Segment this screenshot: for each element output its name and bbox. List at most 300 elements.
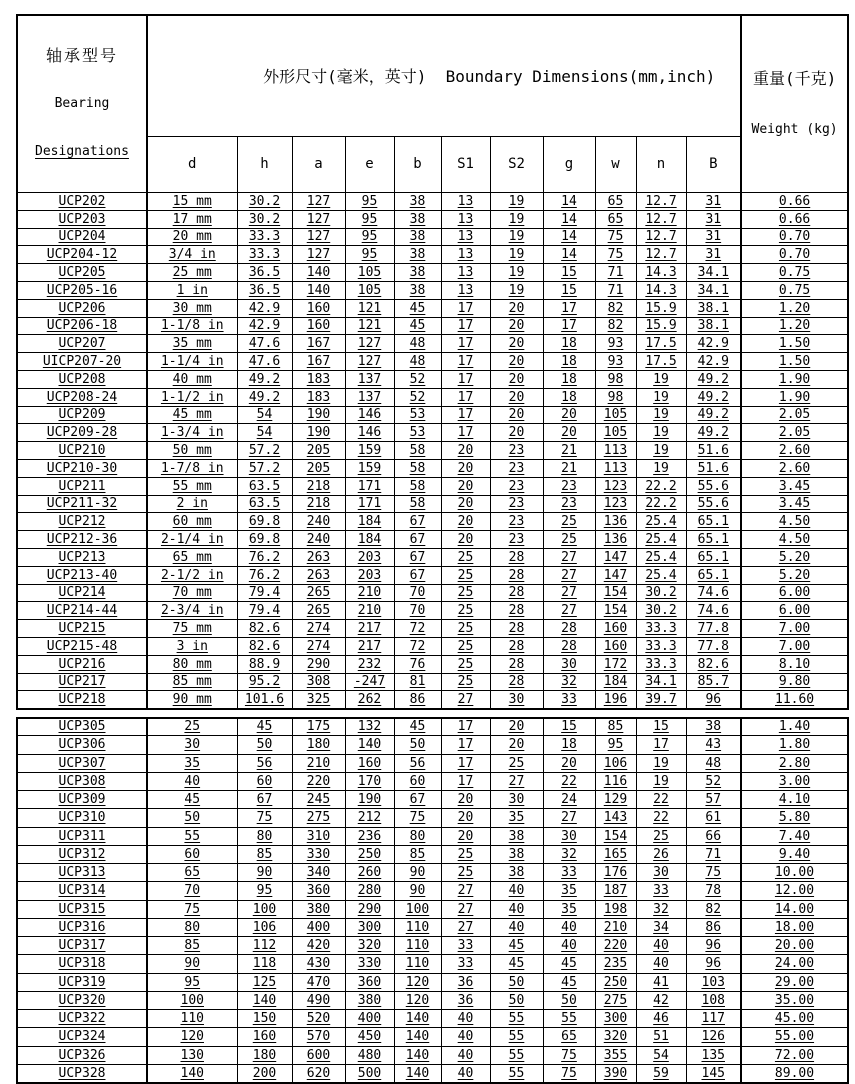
cell-value: UCP202 xyxy=(58,193,106,209)
cell-value: 17 xyxy=(457,336,474,352)
cell-value: 7.00 xyxy=(778,621,811,637)
cell-value: 1.50 xyxy=(778,354,811,370)
dimension-cell xyxy=(686,691,741,709)
dimension-cell xyxy=(595,477,636,495)
dimension-cell xyxy=(543,548,595,566)
dimension-cell xyxy=(441,264,490,282)
dimension-cell xyxy=(490,299,543,317)
cell-value: 146 xyxy=(357,425,382,441)
cell-value: 30.2 xyxy=(248,211,281,227)
cell-value: 79.4 xyxy=(248,603,281,619)
dimension-cell xyxy=(441,827,490,845)
dimension-cell xyxy=(345,513,394,531)
cell-value: 32 xyxy=(561,846,577,862)
cell-value: 77.8 xyxy=(697,638,729,654)
cell-value: 17 xyxy=(457,407,474,423)
cell-value: 75 mm xyxy=(172,621,212,637)
cell-value: 220 xyxy=(306,773,331,789)
dimension-cell xyxy=(595,754,636,772)
table-row xyxy=(17,937,848,955)
dimension-cell xyxy=(237,955,292,973)
cell-value: 480 xyxy=(357,1047,382,1063)
table-row xyxy=(17,736,848,754)
cell-value: 3/4 in xyxy=(168,247,216,263)
weight-cell xyxy=(741,864,848,882)
cell-value: 79.4 xyxy=(248,585,281,601)
dimension-cell xyxy=(636,673,686,691)
dimension-cell xyxy=(686,1028,741,1046)
dimension-cell xyxy=(543,620,595,638)
cell-value: 132 xyxy=(357,719,382,735)
cell-value: 23 xyxy=(561,478,577,494)
cell-value: 80 mm xyxy=(172,656,212,672)
cell-value: UCP215 xyxy=(58,621,106,637)
dimension-cell xyxy=(394,584,441,602)
dimension-cell xyxy=(237,477,292,495)
table-row xyxy=(17,864,848,882)
dimension-cell xyxy=(686,754,741,772)
dimension-cell xyxy=(237,791,292,809)
cell-value: 30 xyxy=(508,792,525,808)
dimension-cell xyxy=(441,791,490,809)
cell-value: 45 xyxy=(561,974,577,990)
dimension-cell xyxy=(345,882,394,900)
dimension-cell xyxy=(394,477,441,495)
cell-value: 360 xyxy=(357,974,382,990)
dimension-cell xyxy=(345,1046,394,1064)
dimension-cell xyxy=(237,809,292,827)
cell-value: 203 xyxy=(357,567,382,583)
dimension-cell xyxy=(543,584,595,602)
dimension-cell xyxy=(147,637,237,655)
weight-cell xyxy=(741,584,848,602)
cell-value: 17 xyxy=(653,737,669,753)
cell-value: 18 xyxy=(561,389,577,405)
cell-value: 28 xyxy=(508,603,525,619)
dimension-cell xyxy=(543,495,595,513)
dimension-cell xyxy=(237,388,292,406)
dimension-cell xyxy=(543,1010,595,1028)
cell-value: 76.2 xyxy=(248,567,281,583)
weight-cell xyxy=(741,882,848,900)
cell-value: 25 xyxy=(508,755,525,771)
weight-cell xyxy=(741,442,848,460)
cell-value: 40 xyxy=(508,919,525,935)
dimension-cell xyxy=(147,1064,237,1082)
cell-value: 65.1 xyxy=(697,514,729,530)
dimension-cell xyxy=(595,264,636,282)
dimension-cell xyxy=(292,900,345,918)
bearing-designation-cell xyxy=(17,566,147,584)
dimension-cell xyxy=(394,281,441,299)
weight-cell xyxy=(741,754,848,772)
dimension-cell xyxy=(237,918,292,936)
cell-value: 75 xyxy=(561,1065,577,1081)
dimension-cell xyxy=(394,246,441,264)
cell-value: 40 mm xyxy=(172,371,212,387)
dimension-cell xyxy=(636,264,686,282)
dimension-cell xyxy=(292,791,345,809)
dimension-cell xyxy=(237,228,292,246)
cell-value: 120 xyxy=(180,1029,204,1045)
cell-value: 24 xyxy=(561,792,577,808)
dimension-cell xyxy=(441,210,490,228)
dimension-cell xyxy=(394,335,441,353)
cell-value: 180 xyxy=(252,1047,277,1063)
cell-value: 470 xyxy=(306,974,331,990)
dimension-cell xyxy=(147,513,237,531)
dimension-cell xyxy=(147,424,237,442)
cell-value: 85 xyxy=(184,938,201,954)
dimension-cell xyxy=(147,655,237,673)
cell-value: 38 xyxy=(508,846,525,862)
weight-cell xyxy=(741,827,848,845)
dimension-cell xyxy=(237,335,292,353)
cell-value: 72 xyxy=(409,621,426,637)
dimension-cell xyxy=(237,495,292,513)
dimension-cell xyxy=(394,264,441,282)
dimension-cell xyxy=(441,809,490,827)
column-header-S1: S1 xyxy=(441,136,490,192)
dimension-cell xyxy=(686,424,741,442)
cell-value: UCP212 xyxy=(58,514,106,530)
dimension-cell xyxy=(595,736,636,754)
cell-value: 33 xyxy=(457,956,474,972)
dimension-cell xyxy=(441,691,490,709)
dimension-cell xyxy=(490,495,543,513)
cell-value: UICP207-20 xyxy=(42,354,122,370)
dimension-cell xyxy=(543,531,595,549)
cell-value: 260 xyxy=(357,865,382,881)
cell-value: 30.2 xyxy=(248,193,281,209)
dimension-cell xyxy=(394,772,441,790)
dimension-cell xyxy=(686,882,741,900)
cell-value: UCP305 xyxy=(58,719,106,735)
cell-value: 35 xyxy=(184,755,201,771)
dimension-cell xyxy=(490,937,543,955)
cell-value: 0.66 xyxy=(778,211,811,227)
cell-value: 140 xyxy=(405,1029,430,1045)
cell-value: 93 xyxy=(607,354,624,370)
dimension-cell xyxy=(441,281,490,299)
dimension-cell xyxy=(543,655,595,673)
dimension-cell xyxy=(292,281,345,299)
cell-value: 30 xyxy=(184,737,201,753)
cell-value: 82 xyxy=(607,300,624,316)
cell-value: 205 xyxy=(306,443,331,459)
cell-value: 20 xyxy=(457,478,474,494)
cell-value: 59 xyxy=(653,1065,669,1081)
dimension-cell xyxy=(345,691,394,709)
bearing-designation-cell xyxy=(17,299,147,317)
dimension-cell xyxy=(147,406,237,424)
table-row xyxy=(17,637,848,655)
dimension-cell xyxy=(490,193,543,211)
dimension-cell xyxy=(292,1064,345,1082)
dimension-cell xyxy=(237,637,292,655)
table-row xyxy=(17,845,848,863)
dimension-cell xyxy=(237,602,292,620)
dimension-cell xyxy=(147,335,237,353)
dimension-cell xyxy=(441,1010,490,1028)
cell-value: 31 xyxy=(705,193,722,209)
cell-value: 25 xyxy=(561,532,577,548)
dimension-cell xyxy=(490,602,543,620)
bearing-designation-cell xyxy=(17,495,147,513)
dimension-cell xyxy=(636,602,686,620)
cell-value: 140 xyxy=(405,1011,430,1027)
weight-cell xyxy=(741,673,848,691)
dimension-cell xyxy=(237,210,292,228)
cell-value: 33.3 xyxy=(248,247,281,263)
dimension-cell xyxy=(441,406,490,424)
cell-value: 20 xyxy=(457,496,474,512)
cell-value: 49.2 xyxy=(248,389,281,405)
weight-cell xyxy=(741,809,848,827)
bearing-designation-cell xyxy=(17,791,147,809)
cell-value: 5.80 xyxy=(778,810,811,826)
dimension-cell xyxy=(292,691,345,709)
dimension-cell xyxy=(490,691,543,709)
table-row xyxy=(17,353,848,371)
dimension-cell xyxy=(595,991,636,1009)
dimension-cell xyxy=(345,246,394,264)
dimension-cell xyxy=(394,1064,441,1082)
weight-cell xyxy=(741,370,848,388)
dimension-cell xyxy=(490,882,543,900)
cell-value: 7.40 xyxy=(778,828,811,844)
cell-value: 154 xyxy=(603,585,628,601)
cell-value: 137 xyxy=(357,389,382,405)
cell-value: 86 xyxy=(705,919,722,935)
dimension-cell xyxy=(345,620,394,638)
cell-value: 14 xyxy=(561,211,577,227)
cell-value: 290 xyxy=(306,656,331,672)
cell-value: 0.66 xyxy=(778,193,811,209)
dimension-cell xyxy=(490,442,543,460)
dimension-cell xyxy=(595,718,636,736)
cell-value: 190 xyxy=(357,792,382,808)
cell-value: 0.70 xyxy=(778,229,811,245)
dimension-cell xyxy=(147,228,237,246)
dimension-cell xyxy=(636,335,686,353)
cell-value: 48 xyxy=(409,336,426,352)
cell-value: 250 xyxy=(357,846,382,862)
cell-value: UCP206-18 xyxy=(46,318,118,334)
cell-value: 28 xyxy=(508,549,525,565)
dimension-cell xyxy=(686,459,741,477)
dimension-cell xyxy=(394,864,441,882)
dimension-cell xyxy=(441,637,490,655)
dimension-cell xyxy=(394,210,441,228)
dimension-cell xyxy=(237,754,292,772)
cell-value: 1.20 xyxy=(778,318,811,334)
dimension-cell xyxy=(345,900,394,918)
cell-value: 75 xyxy=(607,247,624,263)
dimension-cell xyxy=(543,406,595,424)
cell-value: 232 xyxy=(357,656,382,672)
weight-cell xyxy=(741,210,848,228)
dimension-cell xyxy=(686,406,741,424)
cell-value: 20 xyxy=(457,792,474,808)
cell-value: -247 xyxy=(353,674,386,690)
dimension-cell xyxy=(441,918,490,936)
dimension-cell xyxy=(490,827,543,845)
cell-value: 28 xyxy=(508,567,525,583)
cell-value: 86 xyxy=(409,691,426,707)
table-row xyxy=(17,264,848,282)
table-row xyxy=(17,495,848,513)
dimension-cell xyxy=(147,210,237,228)
cell-value: 308 xyxy=(306,674,331,690)
weight-cell xyxy=(741,281,848,299)
dimension-cell xyxy=(595,406,636,424)
dimension-cell xyxy=(636,566,686,584)
table-row xyxy=(17,531,848,549)
dimension-cell xyxy=(237,459,292,477)
weight-cell xyxy=(741,406,848,424)
cell-value: 196 xyxy=(603,691,628,707)
dimension-cell xyxy=(595,281,636,299)
dimension-cell xyxy=(595,809,636,827)
cell-value: 40 xyxy=(653,956,669,972)
dimension-cell xyxy=(237,566,292,584)
weight-cell xyxy=(741,1028,848,1046)
bearing-designation-cell xyxy=(17,918,147,936)
cell-value: 39.7 xyxy=(645,691,677,707)
dimension-cell xyxy=(237,937,292,955)
dimension-cell xyxy=(394,691,441,709)
cell-value: 103 xyxy=(701,974,725,990)
cell-value: 20 xyxy=(508,318,525,334)
bearing-designation-cell xyxy=(17,531,147,549)
dimension-cell xyxy=(147,791,237,809)
cell-value: 17 xyxy=(457,354,474,370)
column-header-S2: S2 xyxy=(490,136,543,192)
dimension-cell xyxy=(595,864,636,882)
cell-value: 20 xyxy=(457,460,474,476)
cell-value: 380 xyxy=(306,901,331,917)
weight-cell xyxy=(741,620,848,638)
dimension-cell xyxy=(147,264,237,282)
cell-value: 30.2 xyxy=(645,603,677,619)
cell-value: 9.80 xyxy=(778,674,811,690)
cell-value: 30 xyxy=(561,656,577,672)
cell-value: 52 xyxy=(409,371,426,387)
dimension-cell xyxy=(292,548,345,566)
weight-cell xyxy=(741,548,848,566)
dimension-cell xyxy=(490,566,543,584)
dimension-cell xyxy=(345,772,394,790)
weight-cell xyxy=(741,1046,848,1064)
cell-value: 105 xyxy=(603,425,628,441)
dimension-cell xyxy=(147,691,237,709)
dimension-cell xyxy=(394,900,441,918)
cell-value: 160 xyxy=(603,621,628,637)
cell-value: 58 xyxy=(409,443,426,459)
dimension-cell xyxy=(147,602,237,620)
dimension-cell xyxy=(595,973,636,991)
dimension-cell xyxy=(345,210,394,228)
dimension-cell xyxy=(636,281,686,299)
cell-value: 184 xyxy=(357,532,382,548)
dimension-cell xyxy=(345,809,394,827)
cell-value: 127 xyxy=(306,211,331,227)
dimension-cell xyxy=(543,388,595,406)
cell-value: 67 xyxy=(409,549,426,565)
dimension-cell xyxy=(636,1046,686,1064)
dimension-cell xyxy=(345,370,394,388)
dimension-cell xyxy=(686,584,741,602)
cell-value: 95 xyxy=(361,247,378,263)
cell-value: 45.00 xyxy=(774,1011,815,1027)
dimension-cell xyxy=(292,864,345,882)
dimension-cell xyxy=(345,937,394,955)
dimension-cell xyxy=(490,955,543,973)
cell-value: 36.5 xyxy=(248,282,281,298)
cell-value: 27 xyxy=(561,549,577,565)
cell-value: 27 xyxy=(561,810,577,826)
cell-value: 110 xyxy=(180,1011,204,1027)
cell-value: 55 xyxy=(561,1011,577,1027)
column-header-h: h xyxy=(237,136,292,192)
dimension-cell xyxy=(686,1010,741,1028)
cell-value: 31 xyxy=(705,247,722,263)
cell-value: 60 mm xyxy=(172,514,212,530)
dimension-cell xyxy=(292,317,345,335)
cell-value: 20 xyxy=(457,532,474,548)
cell-value: 47.6 xyxy=(248,336,281,352)
dimension-cell xyxy=(394,228,441,246)
dimension-cell xyxy=(686,210,741,228)
bearing-designation-cell xyxy=(17,845,147,863)
cell-value: 17.5 xyxy=(645,336,677,352)
cell-value: 26 xyxy=(653,846,669,862)
dimension-cell xyxy=(636,584,686,602)
cell-value: 20 xyxy=(508,354,525,370)
cell-value: UCP311 xyxy=(58,828,106,844)
dimension-cell xyxy=(147,370,237,388)
cell-value: 19 xyxy=(653,460,669,476)
cell-value: 14 xyxy=(561,247,577,263)
cell-value: UCP310 xyxy=(58,810,106,826)
dimension-cell xyxy=(292,495,345,513)
cell-value: 69.8 xyxy=(248,532,281,548)
cell-value: UCP218 xyxy=(58,691,106,707)
cell-value: 20 xyxy=(508,407,525,423)
dimension-cell xyxy=(292,955,345,973)
cell-value: 95 xyxy=(184,974,201,990)
cell-value: 147 xyxy=(603,567,628,583)
column-header-g: g xyxy=(543,136,595,192)
table-row xyxy=(17,955,848,973)
cell-value: 20.00 xyxy=(774,938,815,954)
cell-value: 25 xyxy=(184,719,201,735)
cell-value: UCP326 xyxy=(58,1047,106,1063)
dimension-cell xyxy=(543,736,595,754)
cell-value: 2 in xyxy=(176,496,208,512)
cell-value: 147 xyxy=(603,549,628,565)
cell-value: 113 xyxy=(603,460,628,476)
cell-value: 55 xyxy=(508,1011,525,1027)
table-row xyxy=(17,566,848,584)
dimension-cell xyxy=(147,845,237,863)
dimension-cell xyxy=(595,548,636,566)
cell-value: UCP306 xyxy=(58,737,106,753)
weight-cell xyxy=(741,900,848,918)
cell-value: UCP318 xyxy=(58,956,106,972)
cell-value: 67 xyxy=(256,792,273,808)
